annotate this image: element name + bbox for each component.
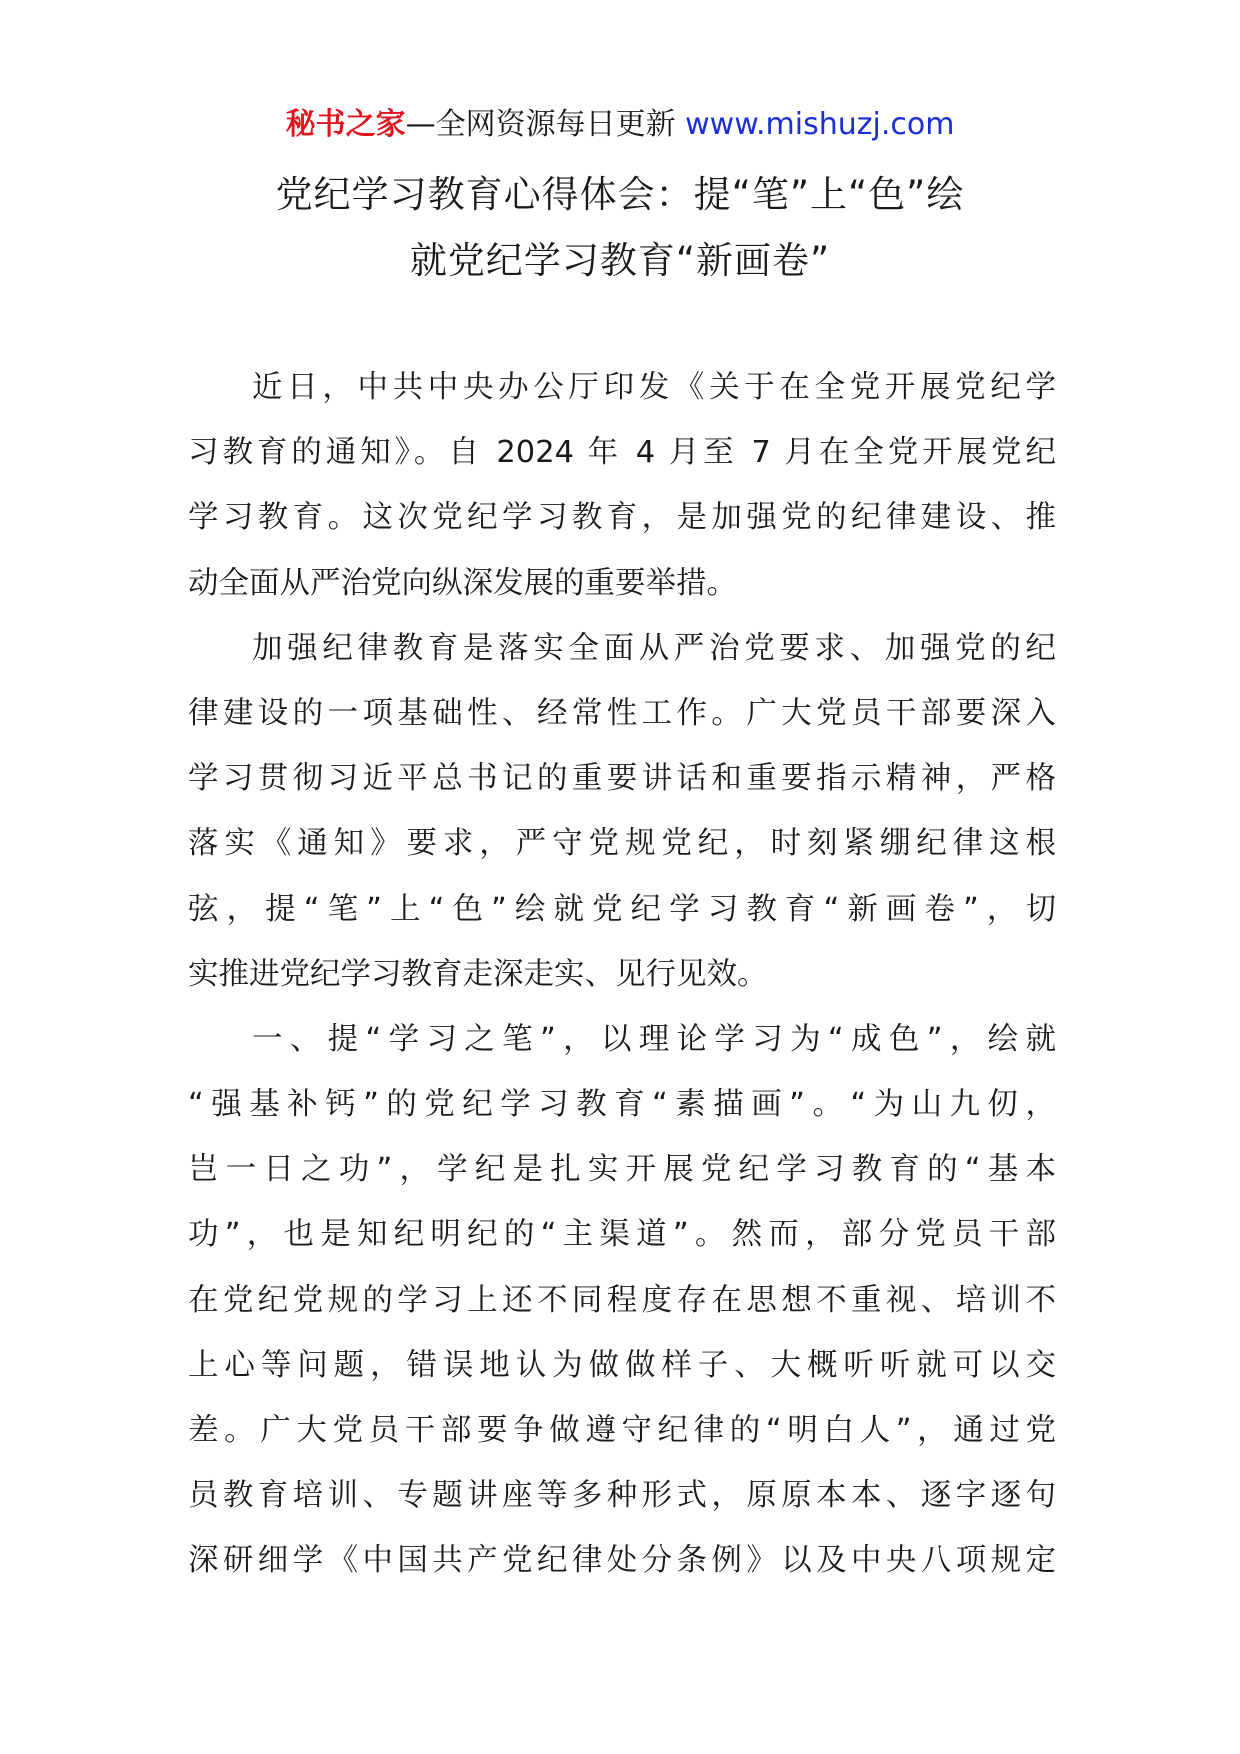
paragraph-line: 深研细学《中国共产党纪律处分条例》以及中央八项规定 [188,1543,1056,1579]
paragraph-line: 学习贯彻习近平总书记的重要讲话和重要指示精神，严格 [188,761,1056,797]
paragraph-line: 弦，提“笔”上“色”绘就党纪学习教育“新画卷”，切 [188,891,1056,927]
site-url-link[interactable]: www.mishuzj.com [685,107,955,142]
paragraph-line: 学习教育。这次党纪学习教育，是加强党的纪律建设、推 [188,500,1056,536]
title-line-2: 就党纪学习教育“新画卷” [409,239,831,282]
paragraph-line: 习教育的通知》。自 2024 年 4 月至 7 月在全党开展党纪 [188,435,1056,471]
paragraph-line: 加强纪律教育是落实全面从严治党要求、加强党的纪 [252,630,1056,666]
site-tagline: —全网资源每日更新 [405,107,676,142]
paragraph-line: 差。广大党员干部要争做遵守纪律的“明白人”，通过党 [188,1413,1056,1448]
paragraph-line: 实推进党纪学习教育走深走实、见行见效。 [188,956,768,992]
document-title [150,162,1090,294]
document-body [188,355,1056,1594]
paragraph-line: 落实《通知》要求，严守党规党纪，时刻紧绷纪律这根 [188,826,1056,862]
title-line-1: 党纪学习教育心得体会：提“笔”上“色”绘 [275,173,965,216]
paragraph-line: 动全面从严治党向纵深发展的重要举措。 [188,565,737,601]
paragraph-line: 岂一日之功”，学纪是扎实开展党纪学习教育的“基本 [188,1152,1056,1188]
paragraph-line: “强基补钙”的党纪学习教育“素描画”。“为山九仞， [188,1087,1056,1123]
paragraph-line: 近日，中共中央办公厅印发《关于在全党开展党纪学 [252,370,1056,405]
paragraph-line: 在党纪党规的学习上还不同程度存在思想不重视、培训不 [188,1282,1056,1318]
paragraph-2 [188,616,1056,1007]
paragraph-line: 员教育培训、专题讲座等多种形式，原原本本、逐字逐句 [188,1478,1056,1514]
paragraph-line: 上心等问题，错误地认为做做样子、大概听听就可以交 [188,1347,1056,1383]
paragraph-line: 律建设的一项基础性、经常性工作。广大党员干部要深入 [188,695,1056,731]
site-brand: 秘书之家 [285,107,406,142]
paragraph-1 [188,355,1056,616]
paragraph-line: 功”，也是知纪明纪的“主渠道”。然而，部分党员干部 [188,1217,1056,1253]
site-header [0,100,1240,150]
paragraph-line: 一、提“学习之笔”，以理论学习为“成色”，绘就 [252,1021,1056,1057]
paragraph-3 [188,1007,1056,1594]
